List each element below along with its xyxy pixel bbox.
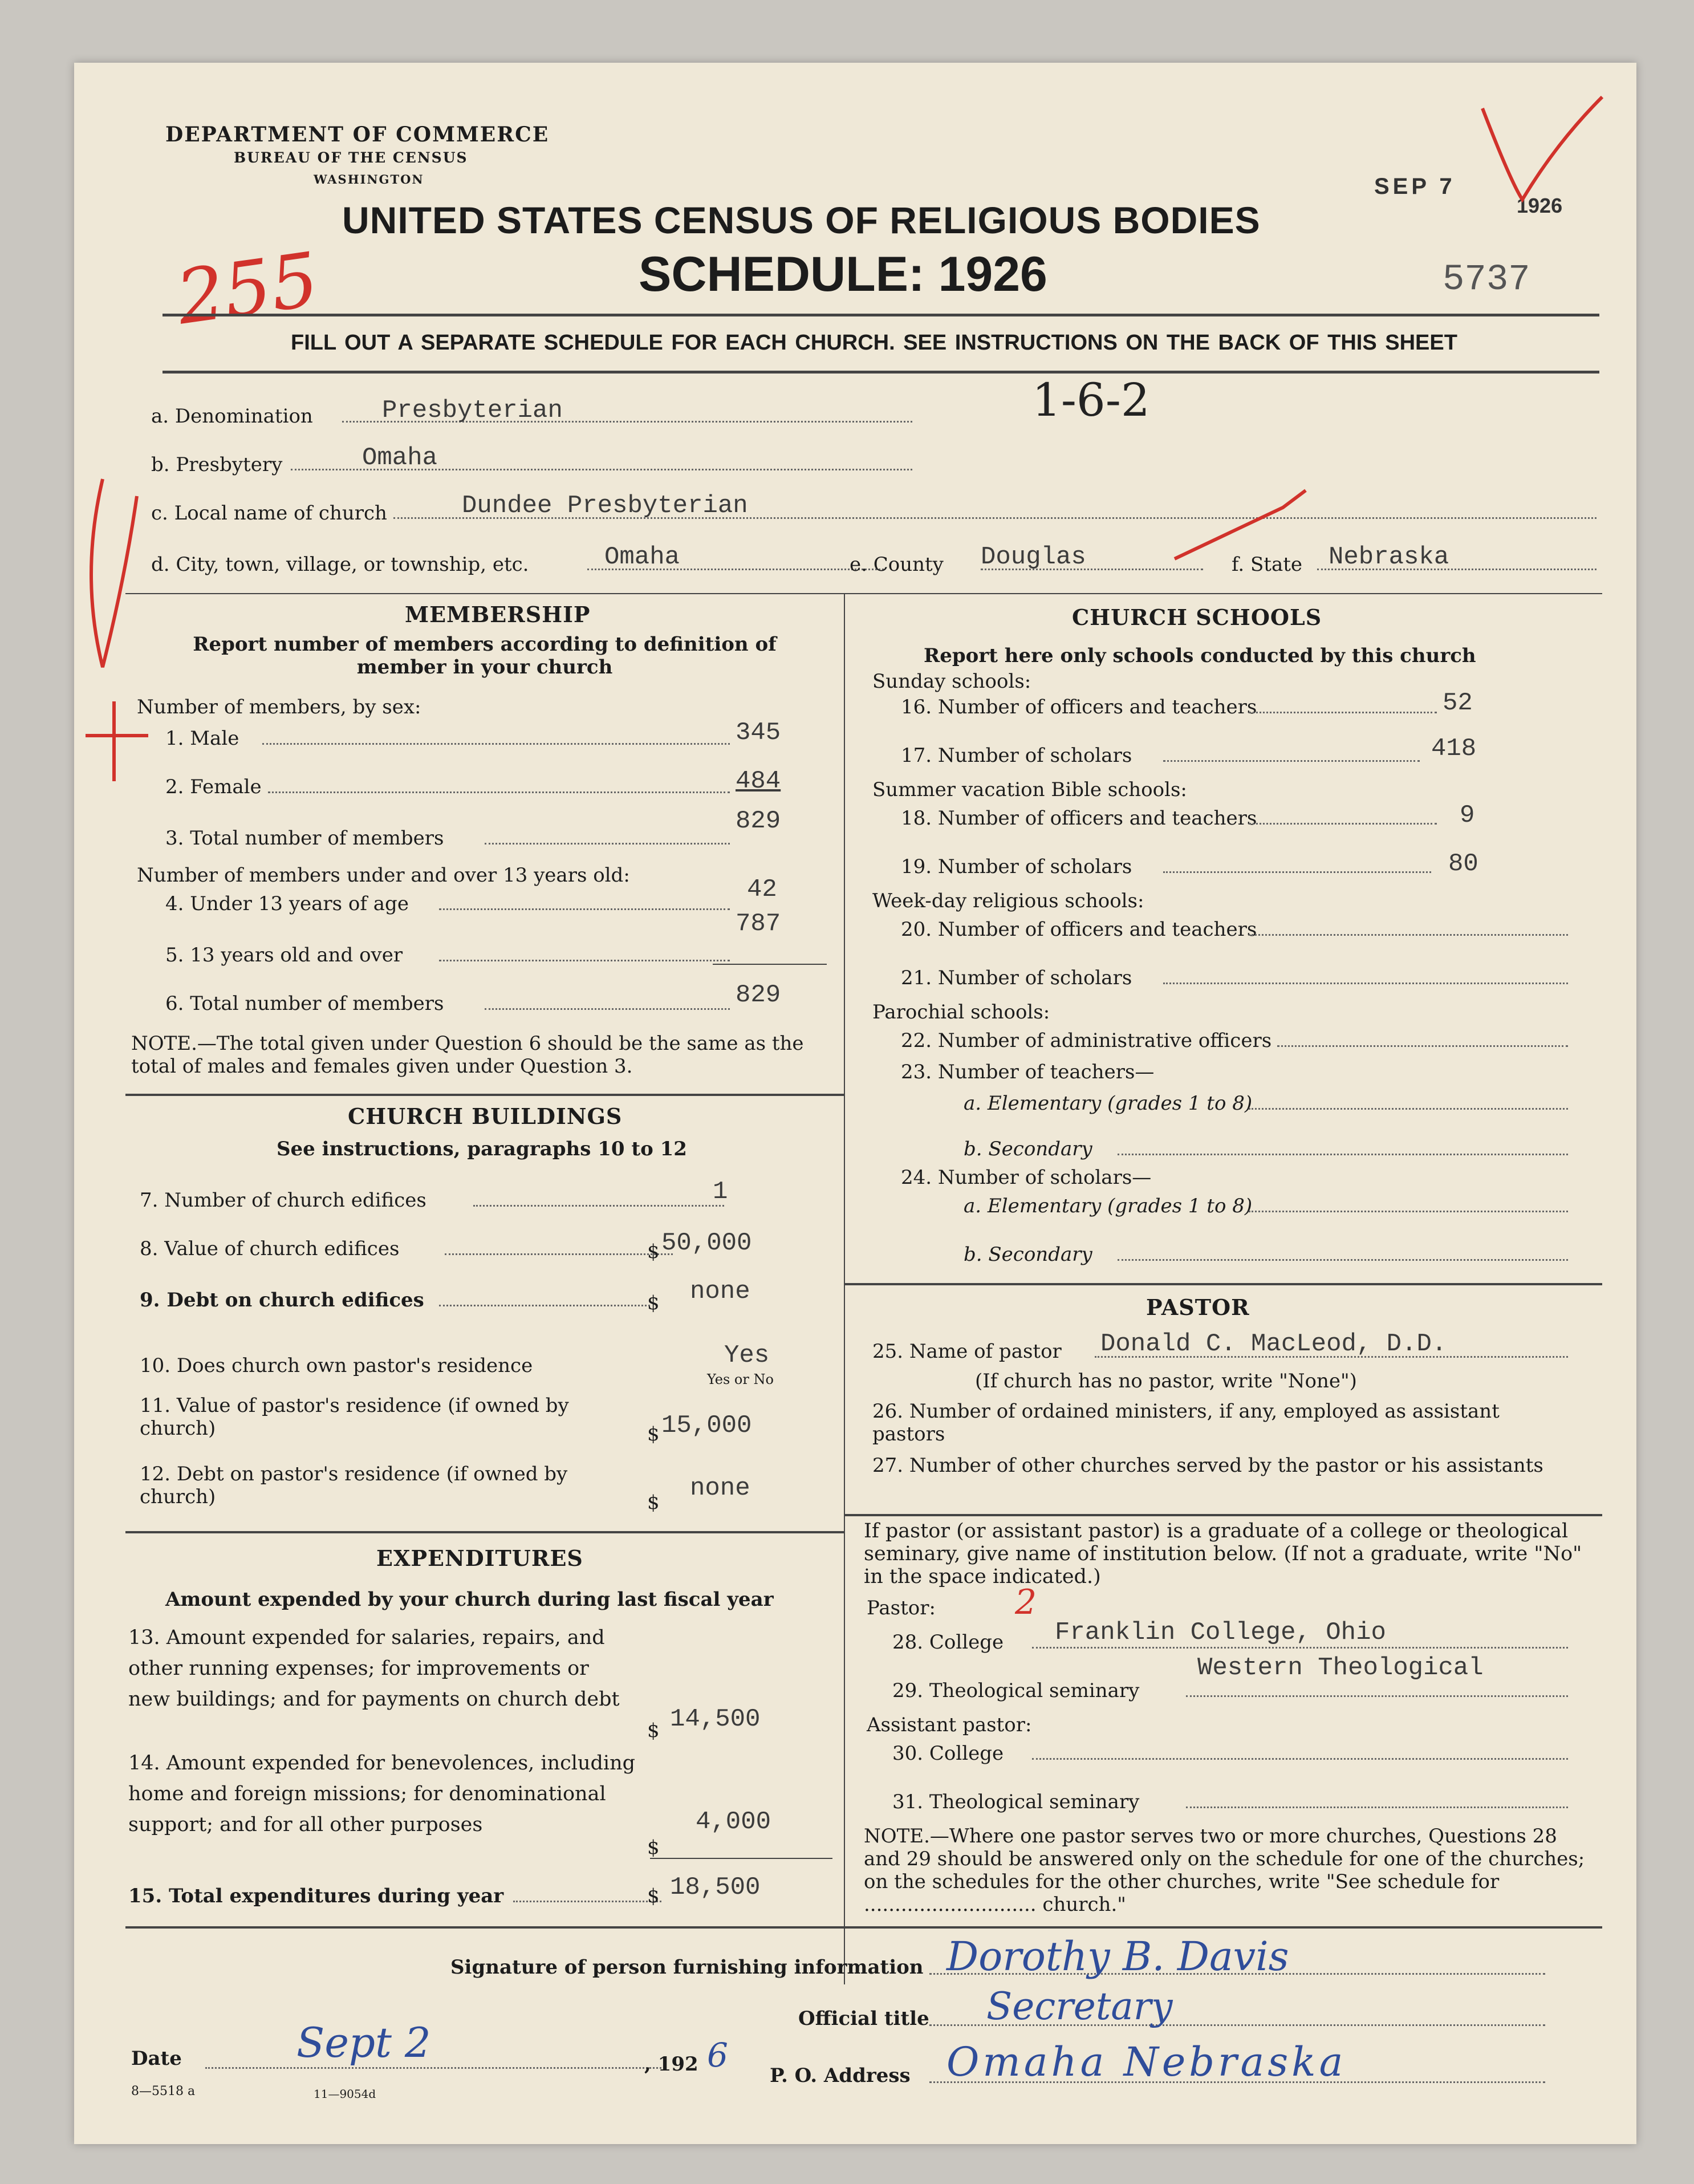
q28-label: 28. College — [892, 1631, 1004, 1654]
pastor-red-mark: 2 — [1015, 1582, 1037, 1622]
q10-value: Yes — [724, 1341, 770, 1370]
q26-label: 26. Number of ordained ministers, if any, employed as assistant pastors — [872, 1400, 1500, 1446]
q13-value: 14,500 — [670, 1705, 761, 1734]
city-value: Omaha — [604, 543, 680, 571]
summer-schools-label: Summer vacation Bible schools: — [872, 778, 1187, 801]
q18-value: 9 — [1460, 801, 1475, 830]
q11-dollar: $ — [647, 1423, 660, 1446]
pastor-subsection-label: Pastor: — [867, 1597, 936, 1619]
buildings-heading: CHURCH BUILDINGS — [348, 1103, 623, 1129]
membership-subheading: Report number of members according to definition of member in your church — [193, 633, 777, 679]
q24b-label: b. Secondary — [964, 1243, 1092, 1266]
q15-label: 15. Total expenditures during year — [128, 1885, 504, 1907]
sunday-schools-label: Sunday schools: — [872, 670, 1031, 693]
q14-value: 4,000 — [696, 1808, 771, 1836]
expenditures-subheading: Amount expended by your church during last fiscal year — [165, 1588, 774, 1611]
membership-heading: MEMBERSHIP — [405, 602, 591, 627]
parochial-schools-label: Parochial schools: — [872, 1001, 1050, 1024]
q8-value: 50,000 — [661, 1229, 752, 1257]
q25-hint: (If church has no pastor, write "None") — [975, 1370, 1357, 1393]
q16-label: 16. Number of officers and teachers — [901, 696, 1257, 718]
date-label: Date — [131, 2047, 182, 2070]
q31-label: 31. Theological seminary — [892, 1791, 1140, 1813]
members-by-sex-label: Number of members, by sex: — [137, 696, 421, 718]
q8-dollar: $ — [647, 1240, 660, 1263]
q19-value: 80 — [1448, 850, 1478, 878]
signature-label: Signature of person furnishing information — [450, 1956, 924, 1979]
q13-label: 13. Amount expended for salaries, repairs, and other running expenses; for improvements or new buildings; and for payments on church debt — [128, 1626, 620, 1711]
date-year-prefix: , 192 — [644, 2053, 698, 2076]
q12-dollar: $ — [647, 1491, 660, 1514]
date-year-digit: 6 — [707, 2036, 728, 2075]
q29-label: 29. Theological seminary — [892, 1679, 1140, 1702]
schools-subheading: Report here only schools conducted by this church — [924, 644, 1476, 667]
bureau-name: BUREAU OF THE CENSUS — [234, 149, 468, 166]
pastor-note: NOTE.—Where one pastor serves two or more churches, Questions 28 and 29 should be answered only on the schedule for one of the churches; on the schedules for the other churches, write "See schedule for ............................ church." — [864, 1825, 1585, 1916]
q21-label: 21. Number of scholars — [901, 967, 1132, 989]
q20-label: 20. Number of officers and teachers — [901, 918, 1257, 941]
q13-dollar: $ — [647, 1719, 660, 1742]
received-stamp-date: SEP 7 — [1374, 174, 1456, 199]
q18-label: 18. Number of officers and teachers — [901, 807, 1257, 830]
q2-label: 2. Female — [165, 776, 262, 798]
q17-value: 418 — [1431, 734, 1477, 763]
q28-value: Franklin College, Ohio — [1055, 1618, 1386, 1647]
pen-code: 1-6-2 — [1032, 374, 1150, 427]
q11-label: 11. Value of pastor's residence (if owned by church) — [140, 1394, 569, 1440]
date-value: Sept 2 — [296, 2019, 431, 2067]
q6-label: 6. Total number of members — [165, 992, 444, 1015]
q29-value: Western Theological — [1197, 1654, 1484, 1682]
q14-dollar: $ — [647, 1836, 660, 1859]
state-value: Nebraska — [1329, 543, 1449, 571]
q3-value: 829 — [736, 807, 781, 835]
q24-label: 24. Number of scholars— — [901, 1166, 1152, 1189]
q12-label: 12. Debt on pastor's residence (if owned by church) — [140, 1463, 568, 1508]
age-intro-label: Number of members under and over 13 years old: — [137, 864, 630, 887]
q27-label: 27. Number of other churches served by the pastor or his assistants — [872, 1454, 1543, 1477]
q15-value: 18,500 — [670, 1873, 761, 1902]
city-label: d. City, town, village, or township, etc. — [151, 553, 529, 576]
po-address-value: Omaha Nebraska — [946, 2039, 1347, 2085]
q7-label: 7. Number of church edifices — [140, 1189, 426, 1212]
q15-dollar: $ — [647, 1885, 660, 1907]
red-check-mark-icon — [1477, 86, 1608, 217]
q9-label: 9. Debt on church edifices — [140, 1289, 424, 1312]
q10-label: 10. Does church own pastor's residence — [140, 1354, 533, 1377]
q19-label: 19. Number of scholars — [901, 855, 1132, 878]
q5-value: 787 — [736, 910, 781, 938]
q10-hint: Yes or No — [707, 1371, 774, 1387]
form-title: UNITED STATES CENSUS OF RELIGIOUS BODIES — [342, 199, 1261, 241]
local-name-label: c. Local name of church — [151, 502, 387, 525]
census-form-sheet — [74, 63, 1636, 2144]
signature-value: Dorothy B. Davis — [946, 1933, 1289, 1980]
q6-value: 829 — [736, 981, 781, 1009]
q25-value: Donald C. MacLeod, D.D. — [1100, 1330, 1447, 1358]
received-stamp-year: 1926 — [1517, 194, 1563, 217]
denomination-label: a. Denomination — [151, 405, 313, 428]
q4-value: 42 — [747, 875, 777, 904]
instruction-banner: FILL OUT A SEPARATE SCHEDULE FOR EACH CHURCH. SEE INSTRUCTIONS ON THE BACK OF THIS SHEET — [291, 331, 1457, 355]
serial-number: 5737 — [1443, 259, 1530, 301]
q1-value: 345 — [736, 718, 781, 747]
schools-heading: CHURCH SCHOOLS — [1072, 604, 1322, 630]
department-name: DEPARTMENT OF COMMERCE — [165, 123, 550, 147]
q25-label: 25. Name of pastor — [872, 1340, 1062, 1363]
schedule-title: SCHEDULE: 1926 — [639, 247, 1047, 302]
q9-value: none — [690, 1277, 750, 1306]
form-number: 8—5518 a — [131, 2084, 196, 2098]
q16-value: 52 — [1443, 689, 1473, 717]
official-title-value: Secretary — [986, 1984, 1173, 2028]
red-pencil-mark: 255 — [171, 236, 324, 342]
q12-value: none — [690, 1474, 750, 1503]
buildings-subheading: See instructions, paragraphs 10 to 12 — [277, 1138, 687, 1160]
state-label: f. State — [1232, 553, 1302, 576]
denomination-value: Presbyterian — [382, 396, 563, 425]
print-number: 11—9054d — [314, 2087, 376, 2101]
county-label: e. County — [850, 553, 944, 576]
q23b-label: b. Secondary — [964, 1138, 1092, 1160]
q22-label: 22. Number of administrative officers — [901, 1029, 1272, 1052]
county-value: Douglas — [981, 543, 1086, 571]
bureau-city: WASHINGTON — [314, 172, 424, 186]
presbytery-label: b. Presbytery — [151, 453, 283, 476]
weekday-schools-label: Week-day religious schools: — [872, 890, 1144, 912]
q1-label: 1. Male — [165, 727, 239, 750]
official-title-label: Official title — [798, 2007, 929, 2030]
expenditures-heading: EXPENDITURES — [376, 1545, 583, 1571]
pastor-heading: PASTOR — [1146, 1294, 1250, 1320]
q14-label: 14. Amount expended for benevolences, including home and foreign missions; for denominational support; and for all other purposes — [128, 1752, 636, 1836]
presbytery-value: Omaha — [362, 444, 438, 472]
q4-label: 4. Under 13 years of age — [165, 892, 409, 915]
local-name-value: Dundee Presbyterian — [462, 492, 748, 520]
q23-label: 23. Number of teachers— — [901, 1061, 1155, 1083]
q24a-label: a. Elementary (grades 1 to 8) — [964, 1195, 1253, 1217]
assistant-pastor-label: Assistant pastor: — [867, 1714, 1032, 1736]
q3-label: 3. Total number of members — [165, 827, 444, 850]
graduate-note: If pastor (or assistant pastor) is a graduate of a college or theological seminary, give name of institution below. (If not a graduate, write "No" in the space indicated.) — [864, 1520, 1582, 1588]
membership-note: NOTE.—The total given under Question 6 should be the same as the total of males and females given under Question 3. — [131, 1032, 804, 1078]
q9-dollar: $ — [647, 1292, 660, 1314]
q5-label: 5. 13 years old and over — [165, 944, 403, 967]
red-tick-icon — [1169, 485, 1317, 570]
q11-value: 15,000 — [661, 1411, 752, 1440]
q7-value: 1 — [713, 1178, 728, 1206]
q17-label: 17. Number of scholars — [901, 744, 1132, 767]
q30-label: 30. College — [892, 1742, 1004, 1765]
q2-value: 484 — [736, 767, 781, 795]
q8-label: 8. Value of church edifices — [140, 1237, 400, 1260]
red-margin-mark-icon — [68, 462, 160, 781]
po-address-label: P. O. Address — [770, 2064, 911, 2087]
q23a-label: a. Elementary (grades 1 to 8) — [964, 1092, 1253, 1115]
